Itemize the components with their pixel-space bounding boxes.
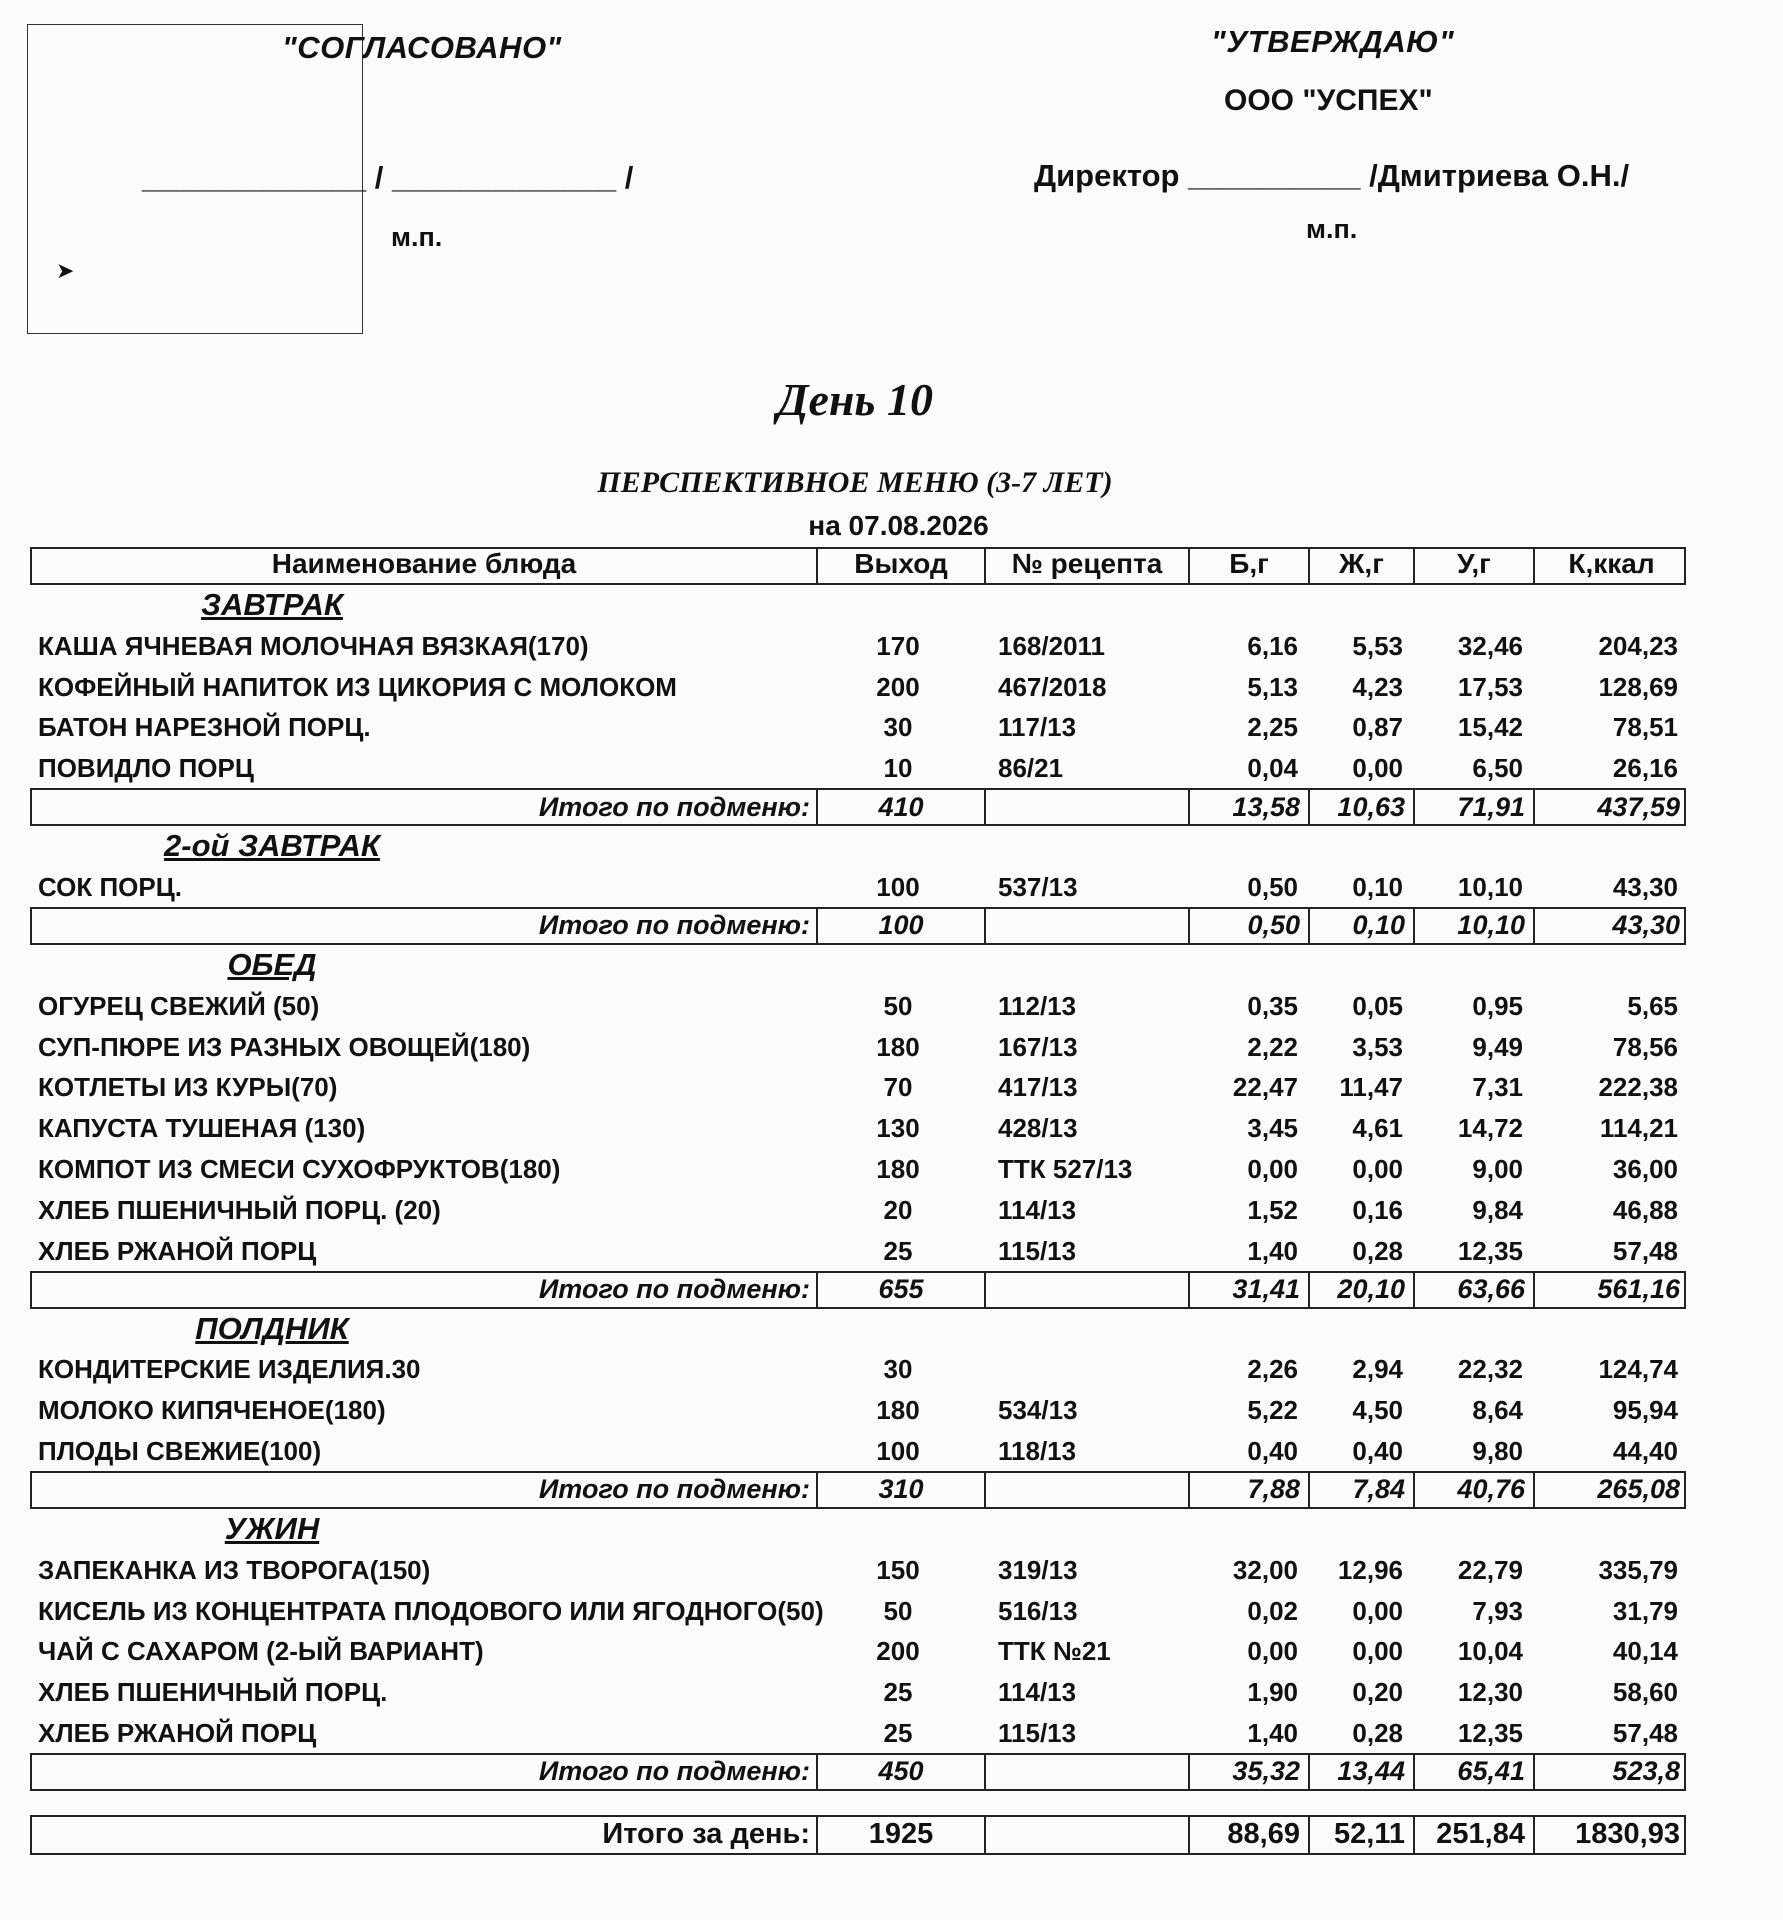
subtotal-recipe-empty xyxy=(984,909,1188,943)
subtotal-fat: 13,44 xyxy=(1308,1755,1413,1789)
dish-name: КИСЕЛЬ ИЗ КОНЦЕНТРАТА ПЛОДОВОГО ИЛИ ЯГОДНОГО(50) xyxy=(38,1595,824,1626)
section-title: ОБЕД xyxy=(227,946,317,982)
dish-output: 70 xyxy=(883,1072,913,1103)
dish-recipe: 115/13 xyxy=(998,1235,1077,1266)
dish-kcal: 57,48 xyxy=(1612,1717,1678,1748)
dish-fat: 0,40 xyxy=(1352,1435,1403,1466)
dish-carbs: 9,49 xyxy=(1472,1031,1523,1062)
dish-fat: 3,53 xyxy=(1352,1031,1403,1062)
approved-left-label: "СОГЛАСОВАНО" xyxy=(282,30,562,65)
subtotal-row xyxy=(30,788,1686,826)
table-row xyxy=(30,747,1686,788)
dish-output: 100 xyxy=(876,871,920,902)
section-title: ЗАВТРАК xyxy=(201,587,343,622)
dish-protein: 1,90 xyxy=(1247,1677,1298,1708)
dish-carbs: 22,79 xyxy=(1457,1554,1523,1585)
table-row xyxy=(30,1671,1686,1712)
dish-fat: 0,00 xyxy=(1352,1595,1403,1626)
day-total-recipe-empty xyxy=(984,1817,1188,1853)
dish-name: КОТЛЕТЫ ИЗ КУРЫ(70) xyxy=(38,1072,338,1103)
dish-output: 100 xyxy=(876,1435,920,1466)
day-total-protein: 88,69 xyxy=(1188,1817,1308,1853)
dish-name: ХЛЕБ РЖАНОЙ ПОРЦ xyxy=(38,1717,317,1748)
dish-name: ПОВИДЛО ПОРЦ xyxy=(38,753,254,784)
dish-fat: 12,96 xyxy=(1337,1554,1403,1585)
dish-fat: 0,87 xyxy=(1352,712,1403,743)
dish-carbs: 7,31 xyxy=(1472,1072,1523,1103)
day-total-output: 1925 xyxy=(816,1817,984,1853)
dish-protein: 0,50 xyxy=(1247,871,1298,902)
section-heading-row xyxy=(30,1309,1686,1349)
subtotal-fat: 7,84 xyxy=(1308,1473,1413,1507)
dish-recipe: 319/13 xyxy=(998,1554,1078,1585)
section-heading-row xyxy=(30,1509,1686,1549)
dish-output: 30 xyxy=(883,712,913,743)
dish-name: КОНДИТЕРСКИЕ ИЗДЕЛИЯ.30 xyxy=(38,1354,421,1385)
dish-fat: 0,28 xyxy=(1352,1717,1403,1748)
subtotal-kcal: 437,59 xyxy=(1533,790,1688,824)
dish-name: ЧАЙ С САХАРОМ (2-ЫЙ ВАРИАНТ) xyxy=(38,1636,484,1667)
organization-name: ООО "УСПЕХ" xyxy=(1224,84,1433,117)
dish-kcal: 335,79 xyxy=(1598,1554,1678,1585)
table-row xyxy=(30,1349,1686,1390)
menu-date: на 07.08.2026 xyxy=(808,510,989,541)
dish-carbs: 32,46 xyxy=(1457,630,1523,661)
dish-carbs: 12,35 xyxy=(1457,1235,1523,1266)
dish-fat: 0,28 xyxy=(1352,1235,1403,1266)
table-row xyxy=(30,1230,1686,1271)
dish-protein: 32,00 xyxy=(1232,1554,1298,1585)
director-signature-line: Директор __________ /Дмитриева О.Н./ xyxy=(1034,158,1630,193)
dish-name: ХЛЕБ ПШЕНИЧНЫЙ ПОРЦ. xyxy=(38,1677,388,1708)
dish-kcal: 78,56 xyxy=(1612,1031,1678,1062)
dish-name: ЗАПЕКАНКА ИЗ ТВОРОГА(150) xyxy=(38,1554,431,1585)
column-header: Наименование блюда xyxy=(271,548,577,579)
subtotal-row xyxy=(30,907,1686,945)
subtotal-protein: 35,32 xyxy=(1188,1755,1308,1789)
table-row xyxy=(30,1389,1686,1430)
dish-recipe: 118/13 xyxy=(998,1435,1077,1466)
section-title: УЖИН xyxy=(224,1510,320,1546)
table-row xyxy=(30,1590,1686,1631)
dish-protein: 3,45 xyxy=(1247,1113,1298,1144)
dish-output: 20 xyxy=(883,1194,913,1225)
dish-kcal: 40,14 xyxy=(1612,1636,1678,1667)
dish-carbs: 22,32 xyxy=(1457,1354,1523,1385)
dish-recipe: 117/13 xyxy=(998,712,1077,743)
dish-carbs: 17,53 xyxy=(1457,671,1523,702)
subtotal-recipe-empty xyxy=(984,790,1188,824)
dish-carbs: 7,93 xyxy=(1472,1595,1523,1626)
subtotal-output: 310 xyxy=(816,1473,984,1507)
dish-recipe: 167/13 xyxy=(998,1031,1078,1062)
dish-fat: 0,05 xyxy=(1352,990,1403,1021)
dish-name: КАПУСТА ТУШЕНАЯ (130) xyxy=(38,1113,366,1144)
dish-protein: 2,22 xyxy=(1247,1031,1298,1062)
table-row xyxy=(30,625,1686,666)
dish-fat: 0,16 xyxy=(1352,1194,1403,1225)
dish-output: 180 xyxy=(876,1395,920,1426)
table-row xyxy=(30,866,1686,907)
dish-protein: 0,02 xyxy=(1247,1595,1298,1626)
subtotal-output: 100 xyxy=(816,909,984,943)
table-row xyxy=(30,666,1686,707)
dish-recipe: 428/13 xyxy=(998,1113,1078,1144)
dish-recipe: 114/13 xyxy=(998,1677,1077,1708)
dish-recipe: 168/2011 xyxy=(998,630,1106,661)
dish-recipe: 467/2018 xyxy=(998,671,1107,702)
dish-fat: 4,50 xyxy=(1352,1395,1403,1426)
dish-kcal: 128,69 xyxy=(1598,671,1678,702)
dish-carbs: 15,42 xyxy=(1457,712,1523,743)
dish-kcal: 124,74 xyxy=(1598,1354,1678,1385)
table-row xyxy=(30,1189,1686,1230)
subtotal-label: Итого по подменю: xyxy=(538,1756,810,1787)
subtotal-label: Итого по подменю: xyxy=(538,791,810,822)
subtotal-protein: 13,58 xyxy=(1188,790,1308,824)
column-header: Ж,г xyxy=(1308,547,1413,583)
dish-output: 25 xyxy=(883,1677,913,1708)
dish-output: 200 xyxy=(876,671,920,702)
table-row xyxy=(30,1430,1686,1471)
table-row xyxy=(30,1107,1686,1148)
table-header-row xyxy=(30,547,1686,585)
day-total-label: Итого за день: xyxy=(602,1818,810,1851)
dish-name: БАТОН НАРЕЗНОЙ ПОРЦ. xyxy=(38,712,371,743)
subtotal-row xyxy=(30,1753,1686,1791)
spacer xyxy=(30,1791,1686,1815)
dish-protein: 5,13 xyxy=(1247,671,1298,702)
dish-output: 50 xyxy=(883,1595,913,1626)
dish-output: 180 xyxy=(876,1031,920,1062)
dish-output: 30 xyxy=(883,1354,913,1385)
table-row xyxy=(30,1631,1686,1672)
dish-recipe: 86/21 xyxy=(998,753,1064,784)
day-total-fat: 52,11 xyxy=(1308,1817,1413,1853)
dish-protein: 0,00 xyxy=(1247,1636,1298,1667)
dish-name: ОГУРЕЦ СВЕЖИЙ (50) xyxy=(38,990,320,1021)
dish-carbs: 9,80 xyxy=(1472,1435,1523,1466)
dish-fat: 0,10 xyxy=(1352,871,1403,902)
dish-protein: 0,35 xyxy=(1247,990,1298,1021)
dish-name: СУП-ПЮРЕ ИЗ РАЗНЫХ ОВОЩЕЙ(180) xyxy=(38,1031,531,1062)
section-heading-row xyxy=(30,585,1686,625)
dish-output: 50 xyxy=(883,990,913,1021)
dish-name: КОФЕЙНЫЙ НАПИТОК ИЗ ЦИКОРИЯ С МОЛОКОМ xyxy=(38,671,677,702)
column-header: Выход xyxy=(816,547,984,583)
approved-right-label: "УТВЕРЖДАЮ" xyxy=(1211,24,1455,59)
dish-kcal: 78,51 xyxy=(1612,712,1678,743)
dish-kcal: 222,38 xyxy=(1598,1072,1678,1103)
dish-protein: 0,04 xyxy=(1247,753,1298,784)
signature-lines: _____________ / _____________ / xyxy=(142,160,634,195)
section-title: 2-ой ЗАВТРАК xyxy=(164,828,380,864)
dish-carbs: 10,10 xyxy=(1457,871,1523,902)
column-header: Б,г xyxy=(1188,547,1308,583)
table-row xyxy=(30,1549,1686,1590)
dish-kcal: 57,48 xyxy=(1612,1235,1678,1266)
subtotal-row xyxy=(30,1471,1686,1509)
dish-kcal: 5,65 xyxy=(1627,990,1678,1021)
dish-fat: 0,20 xyxy=(1352,1677,1403,1708)
subtotal-kcal: 43,30 xyxy=(1533,909,1688,943)
dish-carbs: 0,95 xyxy=(1472,990,1523,1021)
dish-fat: 2,94 xyxy=(1352,1354,1403,1385)
dish-protein: 6,16 xyxy=(1247,630,1298,661)
subtotal-carbs: 65,41 xyxy=(1413,1755,1533,1789)
dish-protein: 0,40 xyxy=(1247,1435,1298,1466)
column-header: К,ккал xyxy=(1533,547,1688,583)
dish-fat: 0,00 xyxy=(1352,1153,1403,1184)
subtotal-fat: 10,63 xyxy=(1308,790,1413,824)
subtotal-kcal: 265,08 xyxy=(1533,1473,1688,1507)
dish-carbs: 8,64 xyxy=(1472,1395,1523,1426)
stamp-place-right: м.п. xyxy=(1306,214,1358,244)
dish-protein: 2,26 xyxy=(1247,1354,1298,1385)
subtotal-kcal: 523,8 xyxy=(1533,1755,1688,1789)
dish-carbs: 10,04 xyxy=(1457,1636,1523,1667)
dish-recipe: 516/13 xyxy=(998,1595,1078,1626)
day-total-kcal: 1830,93 xyxy=(1533,1817,1688,1853)
dish-recipe: 115/13 xyxy=(998,1717,1077,1748)
dish-fat: 4,61 xyxy=(1352,1113,1403,1144)
subtotal-label: Итого по подменю: xyxy=(538,1274,810,1305)
table-row xyxy=(30,1148,1686,1189)
subtotal-output: 450 xyxy=(816,1755,984,1789)
subtotal-output: 655 xyxy=(816,1273,984,1307)
dish-kcal: 44,40 xyxy=(1612,1435,1678,1466)
dish-recipe: ТТК 527/13 xyxy=(998,1153,1133,1184)
dish-recipe: 534/13 xyxy=(998,1395,1078,1426)
dish-output: 200 xyxy=(876,1636,920,1667)
section-heading-row xyxy=(30,826,1686,866)
subtotal-label: Итого по подменю: xyxy=(538,1474,810,1505)
dish-protein: 1,40 xyxy=(1247,1717,1298,1748)
dish-protein: 2,25 xyxy=(1247,712,1298,743)
dish-output: 170 xyxy=(876,630,920,661)
menu-title: ПЕРСПЕКТИВНОЕ МЕНЮ (3-7 ЛЕТ) xyxy=(597,466,1113,499)
dish-recipe: 417/13 xyxy=(998,1072,1078,1103)
dish-kcal: 43,30 xyxy=(1612,871,1678,902)
dish-kcal: 204,23 xyxy=(1598,630,1678,661)
table-row xyxy=(30,985,1686,1026)
dish-fat: 5,53 xyxy=(1352,630,1403,661)
dish-kcal: 58,60 xyxy=(1612,1677,1678,1708)
subtotal-recipe-empty xyxy=(984,1273,1188,1307)
dish-protein: 5,22 xyxy=(1247,1395,1298,1426)
menu-table xyxy=(30,547,1686,1855)
day-total-row xyxy=(30,1815,1686,1855)
table-row xyxy=(30,1026,1686,1067)
dish-protein: 1,40 xyxy=(1247,1235,1298,1266)
dish-carbs: 9,84 xyxy=(1472,1194,1523,1225)
dish-kcal: 114,21 xyxy=(1599,1113,1678,1144)
dish-output: 10 xyxy=(883,753,913,784)
dish-recipe: 114/13 xyxy=(998,1194,1077,1225)
day-total-carbs: 251,84 xyxy=(1413,1817,1533,1853)
dish-name: МОЛОКО КИПЯЧЕНОЕ(180) xyxy=(38,1395,386,1426)
table-row xyxy=(30,707,1686,748)
dish-fat: 4,23 xyxy=(1352,671,1403,702)
column-header: № рецепта xyxy=(984,547,1188,583)
dish-name: ПЛОДЫ СВЕЖИЕ(100) xyxy=(38,1435,322,1466)
section-heading-row xyxy=(30,945,1686,985)
subtotal-recipe-empty xyxy=(984,1473,1188,1507)
subtotal-carbs: 40,76 xyxy=(1413,1473,1533,1507)
dish-recipe: ТТК №21 xyxy=(998,1636,1111,1667)
dish-output: 150 xyxy=(876,1554,920,1585)
subtotal-protein: 31,41 xyxy=(1188,1273,1308,1307)
stamp-place-left: м.п. xyxy=(391,222,443,252)
dish-carbs: 6,50 xyxy=(1472,753,1523,784)
dish-name: КОМПОТ ИЗ СМЕСИ СУХОФРУКТОВ(180) xyxy=(38,1153,561,1184)
subtotal-protein: 7,88 xyxy=(1188,1473,1308,1507)
dish-recipe: 112/13 xyxy=(998,990,1077,1021)
dish-name: КАША ЯЧНЕВАЯ МОЛОЧНАЯ ВЯЗКАЯ(170) xyxy=(38,630,589,661)
dish-recipe: 537/13 xyxy=(998,871,1078,902)
column-header: У,г xyxy=(1413,547,1533,583)
dish-name: ХЛЕБ ПШЕНИЧНЫЙ ПОРЦ. (20) xyxy=(38,1194,441,1225)
dish-output: 180 xyxy=(876,1153,920,1184)
subtotal-label: Итого по подменю: xyxy=(538,910,810,941)
dish-protein: 22,47 xyxy=(1232,1072,1298,1103)
subtotal-output: 410 xyxy=(816,790,984,824)
subtotal-kcal: 561,16 xyxy=(1533,1273,1688,1307)
dish-carbs: 14,72 xyxy=(1457,1113,1523,1144)
dish-kcal: 26,16 xyxy=(1612,753,1678,784)
dish-fat: 0,00 xyxy=(1352,1636,1403,1667)
subtotal-carbs: 10,10 xyxy=(1413,909,1533,943)
dish-kcal: 95,94 xyxy=(1612,1395,1678,1426)
dish-output: 25 xyxy=(883,1235,913,1266)
dish-output: 130 xyxy=(876,1113,920,1144)
subtotal-recipe-empty xyxy=(984,1755,1188,1789)
dish-kcal: 36,00 xyxy=(1612,1153,1678,1184)
dish-fat: 0,00 xyxy=(1352,753,1403,784)
dish-carbs: 9,00 xyxy=(1472,1153,1523,1184)
dish-fat: 11,47 xyxy=(1339,1072,1403,1103)
dish-name: СОК ПОРЦ. xyxy=(38,871,182,902)
subtotal-fat: 0,10 xyxy=(1308,909,1413,943)
dish-kcal: 46,88 xyxy=(1612,1194,1678,1225)
scan-mark-icon: ➤ xyxy=(56,258,75,283)
dish-name: ХЛЕБ РЖАНОЙ ПОРЦ xyxy=(38,1235,317,1266)
dish-carbs: 12,30 xyxy=(1457,1677,1523,1708)
day-title: День 10 xyxy=(777,374,933,425)
table-row xyxy=(30,1712,1686,1753)
subtotal-carbs: 71,91 xyxy=(1413,790,1533,824)
subtotal-fat: 20,10 xyxy=(1308,1273,1413,1307)
dish-carbs: 12,35 xyxy=(1457,1717,1523,1748)
subtotal-carbs: 63,66 xyxy=(1413,1273,1533,1307)
section-title: ПОЛДНИК xyxy=(195,1310,349,1346)
dish-protein: 0,00 xyxy=(1247,1153,1298,1184)
dish-kcal: 31,79 xyxy=(1612,1595,1678,1626)
subtotal-row xyxy=(30,1271,1686,1309)
subtotal-protein: 0,50 xyxy=(1188,909,1308,943)
dish-output: 25 xyxy=(883,1717,913,1748)
table-row xyxy=(30,1067,1686,1108)
dish-protein: 1,52 xyxy=(1247,1194,1298,1225)
